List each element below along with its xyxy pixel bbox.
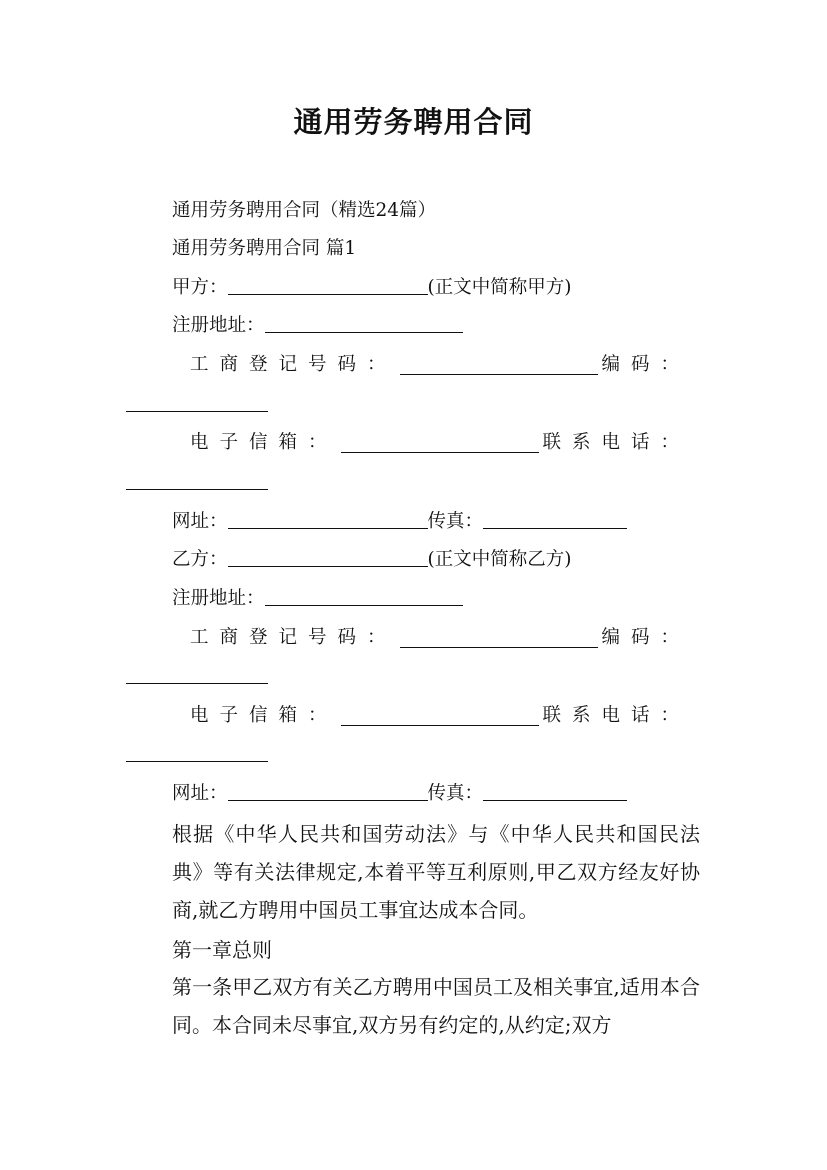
code-label: 编码： <box>601 627 690 648</box>
email-label: 电子信箱： <box>190 432 338 453</box>
section-heading: 通用劳务聘用合同 篇1 <box>172 238 357 259</box>
chapter-heading: 第一章总则 <box>172 938 272 962</box>
web-label: 网址： <box>172 783 228 804</box>
code-blank[interactable] <box>126 393 268 412</box>
phone-blank[interactable] <box>126 471 268 490</box>
email-blank[interactable] <box>341 434 539 453</box>
phone-blank-line <box>126 470 268 496</box>
email-label: 电子信箱： <box>190 705 338 726</box>
fax-label: 传真： <box>427 511 484 532</box>
article-text: 第一条甲乙双方有关乙方聘用中国员工及相关事宜,适用本合同。本合同未尽事宜,双方另有约定的,从约定;双方 <box>172 975 700 1037</box>
party-a-line <box>172 275 571 301</box>
web-blank[interactable] <box>228 510 428 529</box>
party-a-label: 甲方： <box>172 277 228 298</box>
subtitle-line: 通用劳务聘用合同（精选24篇） <box>172 200 437 221</box>
phone-label: 联系电话： <box>542 432 690 453</box>
code-label: 编码： <box>601 354 690 375</box>
regaddr-label: 注册地址： <box>172 315 265 336</box>
party-b-web-line <box>172 781 627 807</box>
intro-text: 根据《中华人民共和国劳动法》与《中华人民共和国民法典》等有关法律规定,本着平等互利原则,甲乙双方经友好协商,就乙方聘用中国员工事宜达成本合同。 <box>172 822 700 922</box>
regaddr-label: 注册地址： <box>172 588 265 609</box>
intro-paragraph <box>126 815 700 929</box>
regaddr-blank[interactable] <box>265 314 463 333</box>
party-b-line <box>172 547 571 573</box>
phone-label: 联系电话： <box>542 705 690 726</box>
party-a-bizreg-line <box>190 352 690 378</box>
phone-blank[interactable] <box>126 743 268 762</box>
code-blank-line <box>126 664 268 690</box>
party-a-web-line <box>172 509 627 535</box>
party-b-blank[interactable] <box>228 548 428 567</box>
party-a-suffix: (正文中简称甲方) <box>427 277 572 298</box>
party-a-email-line <box>190 430 690 456</box>
party-b-email-line <box>190 703 690 729</box>
web-blank[interactable] <box>228 782 428 801</box>
code-blank-line <box>126 392 268 418</box>
bizreg-label: 工商登记号码： <box>190 627 397 648</box>
regaddr-blank[interactable] <box>265 587 463 606</box>
fax-blank[interactable] <box>483 782 627 801</box>
bizreg-blank[interactable] <box>400 356 598 375</box>
party-a-regaddr-line <box>172 313 463 339</box>
fax-label: 传真： <box>427 783 484 804</box>
bizreg-label: 工商登记号码： <box>190 354 397 375</box>
article-paragraph <box>126 968 700 1044</box>
phone-blank-line <box>126 742 268 768</box>
party-a-blank[interactable] <box>228 276 428 295</box>
code-blank[interactable] <box>126 665 268 684</box>
party-b-suffix: (正文中简称乙方) <box>427 549 572 570</box>
web-label: 网址： <box>172 511 228 532</box>
party-b-regaddr-line <box>172 586 463 612</box>
party-b-bizreg-line <box>190 625 690 651</box>
fax-blank[interactable] <box>483 510 627 529</box>
email-blank[interactable] <box>341 707 539 726</box>
party-b-label: 乙方： <box>172 549 228 570</box>
document-title: 通用劳务聘用合同 <box>293 105 534 139</box>
bizreg-blank[interactable] <box>400 629 598 648</box>
